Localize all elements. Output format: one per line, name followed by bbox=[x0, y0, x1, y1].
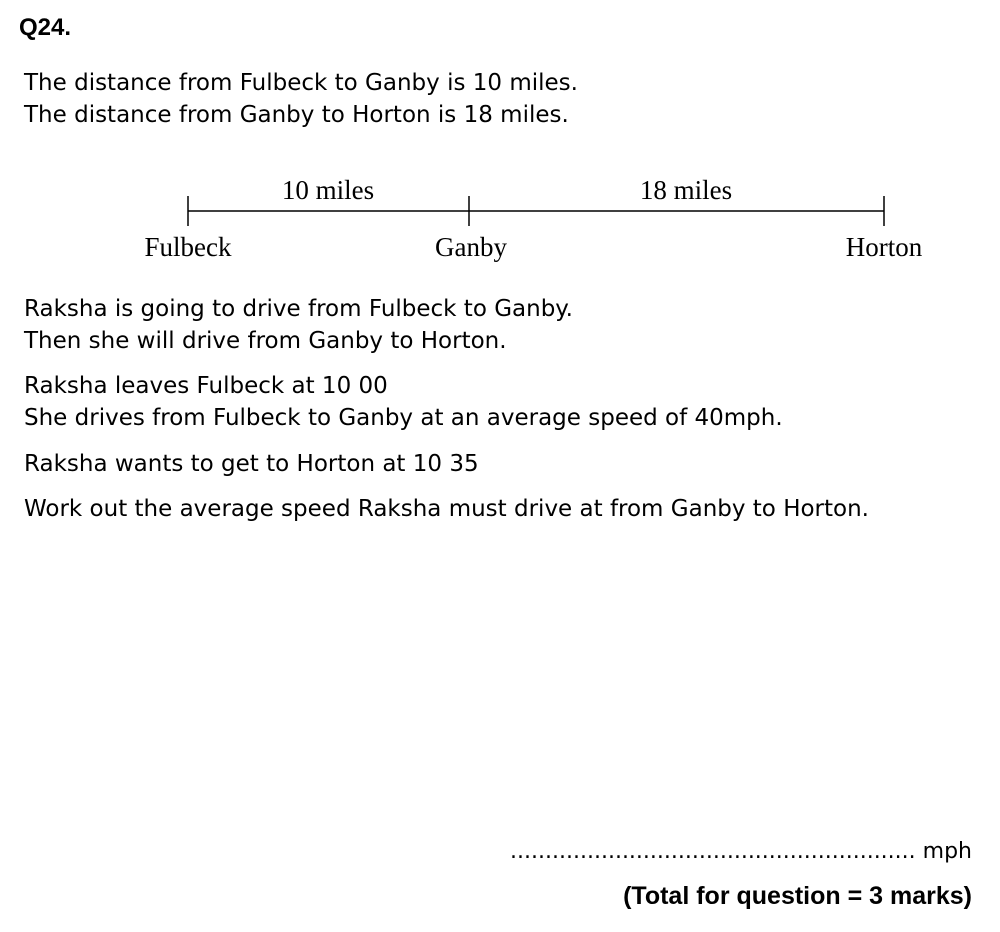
question-number: Q24. bbox=[19, 14, 72, 41]
intro-line-1: The distance from Fulbeck to Ganby is 10 miles. bbox=[24, 70, 578, 96]
distance-diagram bbox=[0, 160, 1000, 280]
segment-label-1: 10 miles bbox=[281, 175, 375, 205]
total-marks: (Total for question = 3 marks) bbox=[623, 882, 972, 910]
segment-label-2: 18 miles bbox=[639, 175, 733, 205]
intro-line-2: The distance from Ganby to Horton is 18 miles. bbox=[24, 102, 569, 128]
body-line-4: She drives from Fulbeck to Ganby at an average speed of 40mph. bbox=[24, 405, 783, 431]
answer-line[interactable] bbox=[510, 839, 972, 864]
town-label-fulbeck: Fulbeck bbox=[144, 232, 232, 262]
body-line-2: Then she will drive from Ganby to Horton. bbox=[24, 328, 507, 354]
answer-unit: mph bbox=[922, 839, 972, 864]
body-line-3: Raksha leaves Fulbeck at 10 00 bbox=[24, 373, 388, 399]
body-line-6: Work out the average speed Raksha must drive at from Ganby to Horton. bbox=[24, 496, 869, 522]
answer-dots: .......................................................... bbox=[510, 839, 916, 864]
body-line-1: Raksha is going to drive from Fulbeck to Ganby. bbox=[24, 296, 573, 322]
town-label-ganby: Ganby bbox=[435, 232, 507, 262]
town-label-horton: Horton bbox=[845, 232, 923, 262]
body-line-5: Raksha wants to get to Horton at 10 35 bbox=[24, 451, 479, 477]
